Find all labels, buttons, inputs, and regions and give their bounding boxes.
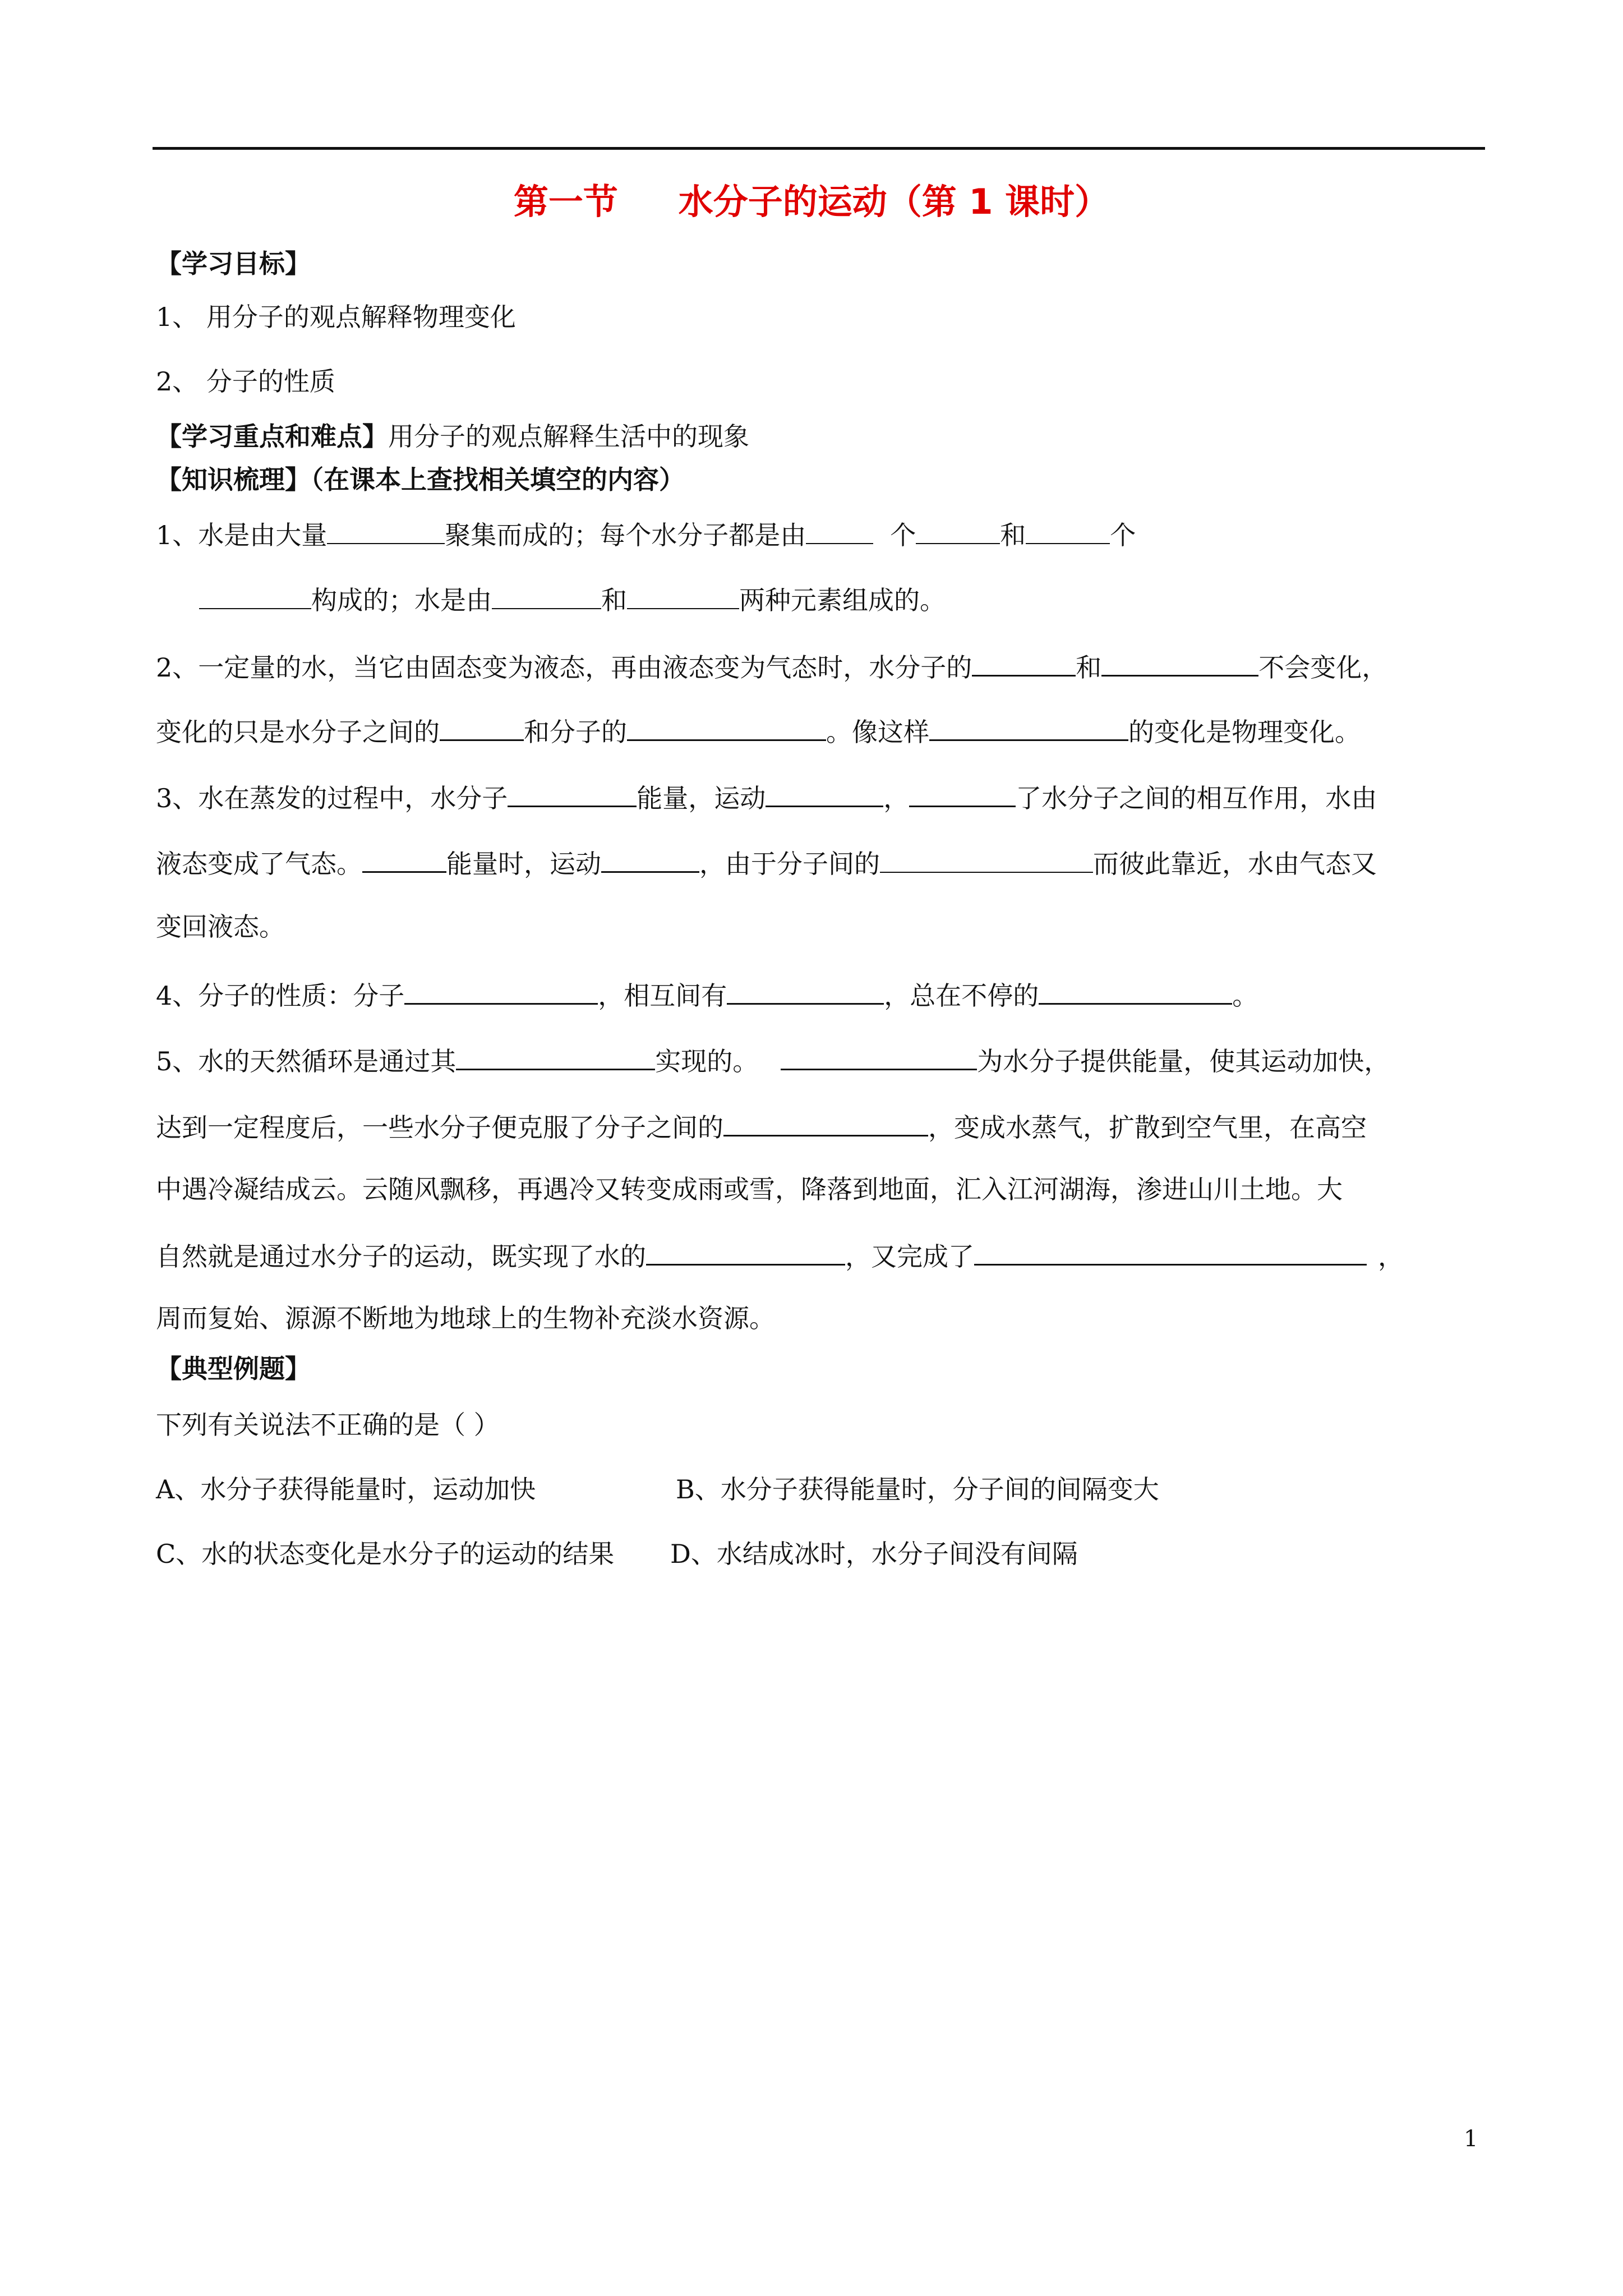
question-5-line-2: 达到一定程度后，一些水分子便克服了分子之间的 ，变成水蒸气，扩散到空气里，在高空	[156, 1108, 1367, 1144]
fill-blank[interactable]	[601, 844, 699, 873]
question-3-line-1: 3、水在蒸发的过程中，水分子 能量，运动 ， 了水分子之间的相互作用，水由	[156, 779, 1377, 815]
question-2-line-2: 变化的只是水分子之间的 和分子的 。像这样 的变化是物理变化。	[156, 712, 1361, 749]
fill-blank[interactable]	[508, 779, 637, 807]
fill-blank[interactable]	[766, 779, 883, 807]
fill-blank[interactable]	[404, 976, 598, 1005]
key-points-text: 用分子的观点解释生活中的现象	[388, 421, 749, 452]
option-d: D、水结成冰时，水分子间没有间隔	[670, 1539, 1078, 1569]
question-1-line-2: 构成的；水是由 和 两种元素组成的。	[199, 581, 946, 617]
question-5-line-1: 5、水的天然循环是通过其 实现的。 为水分子提供能量，使其运动加快，	[156, 1042, 1390, 1078]
page-number: 1	[1464, 2126, 1478, 2152]
fill-blank[interactable]	[456, 1042, 655, 1070]
fill-blank[interactable]	[199, 581, 311, 609]
fill-blank[interactable]	[1101, 648, 1258, 677]
fill-blank[interactable]	[880, 845, 1093, 873]
question-3-line-3: 变回液态。	[156, 912, 285, 942]
fill-blank[interactable]	[1039, 976, 1232, 1005]
fill-blank[interactable]	[929, 712, 1128, 741]
fill-blank[interactable]	[646, 1237, 845, 1266]
question-5-line-5: 周而复始、源源不断地为地球上的生物补充淡水资源。	[156, 1303, 775, 1333]
objective-item: 1、 用分子的观点解释物理变化	[156, 302, 516, 332]
question-4: 4、分子的性质：分子 ，相互间有 ，总在不停的 。	[156, 976, 1258, 1013]
fill-blank[interactable]	[627, 712, 826, 741]
fill-blank[interactable]	[362, 844, 446, 873]
question-3-line-2: 液态变成了气态。 能量时，运动 ，由于分子间的 而彼此靠近，水由气态又	[156, 844, 1377, 881]
fill-blank[interactable]	[909, 779, 1016, 807]
fill-blank[interactable]	[972, 648, 1076, 677]
key-points-heading: 【学习重点和难点】	[156, 421, 388, 452]
objective-item: 2、 分子的性质	[156, 366, 335, 397]
question-2-line-1: 2、一定量的水，当它由固态变为液态，再由液态变为气态时，水分子的 和 不会变化，	[156, 648, 1387, 684]
example-question: 下列有关说法不正确的是（ ）	[156, 1410, 500, 1440]
option-c: C、水的状态变化是水分子的运动的结果	[156, 1539, 615, 1569]
option-b: B、水分子获得能量时，分子间的间隔变大	[676, 1474, 1159, 1504]
page-title: 第一节 水分子的运动（第 1 课时）	[513, 181, 1110, 222]
fill-blank[interactable]	[723, 1108, 928, 1137]
key-points	[156, 420, 749, 453]
objectives-heading: 【学习目标】	[156, 249, 311, 279]
option-a: A、水分子获得能量时，运动加快	[156, 1474, 536, 1504]
fill-blank[interactable]	[492, 581, 601, 609]
fill-blank[interactable]	[806, 516, 873, 544]
knowledge-heading: 【知识梳理】（在课本上查找相关填空的内容）	[156, 464, 685, 495]
question-5-line-4: 自然就是通过水分子的运动，既实现了水的 ，又完成了 ，	[156, 1237, 1404, 1273]
fill-blank[interactable]	[440, 712, 524, 741]
fill-blank[interactable]	[727, 976, 884, 1005]
fill-blank[interactable]	[1026, 516, 1110, 544]
fill-blank[interactable]	[781, 1042, 977, 1070]
fill-blank[interactable]	[627, 581, 739, 609]
fill-blank[interactable]	[327, 516, 445, 544]
fill-blank[interactable]	[974, 1237, 1367, 1266]
example-heading: 【典型例题】	[156, 1354, 311, 1384]
fill-blank[interactable]	[916, 516, 1000, 544]
question-1-line-1: 1、水是由大量 聚集而成的；每个水分子都是由 个 和 个	[156, 516, 1136, 552]
question-5-line-3: 中遇冷凝结成云。云随风飘移，再遇冷又转变成雨或雪，降落到地面，汇入江河湖海，渗进山川土地。大	[156, 1174, 1343, 1204]
header-rule	[153, 147, 1485, 150]
